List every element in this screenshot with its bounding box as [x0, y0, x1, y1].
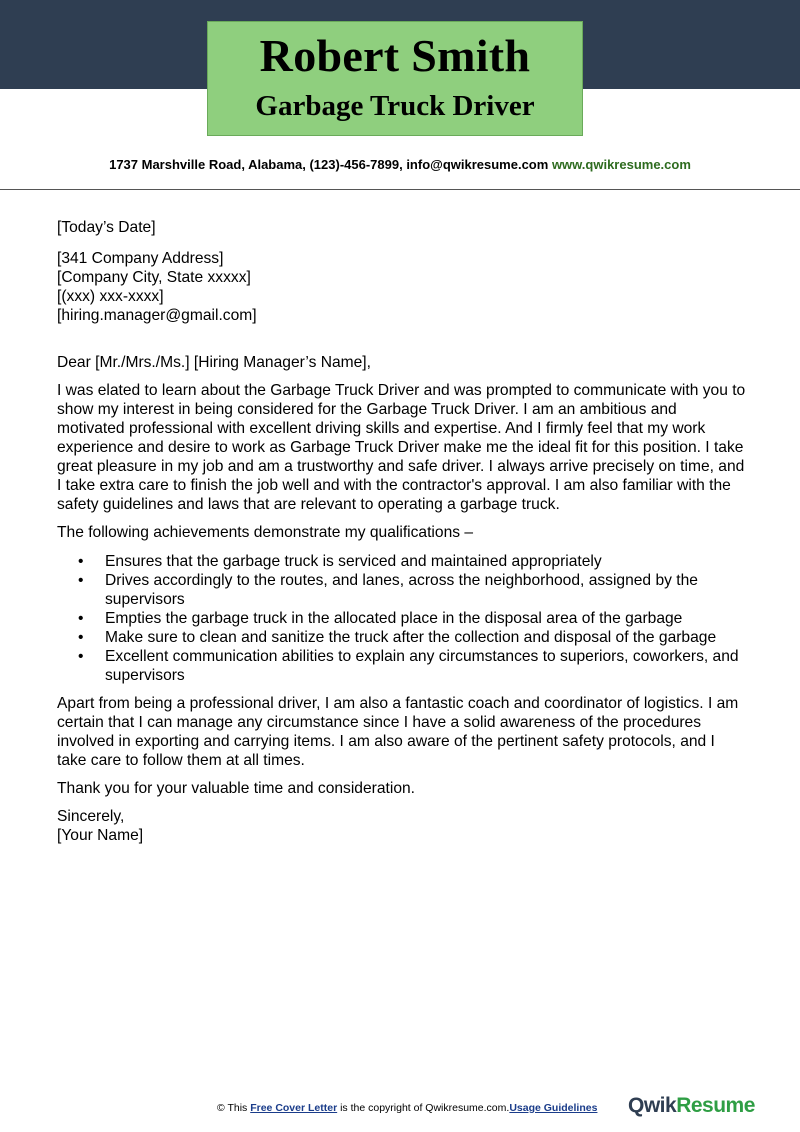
signoff: Sincerely, [57, 808, 125, 825]
closing-paragraph: Apart from being a professional driver, I am also a fantastic coach and coordinator of logistics. I am certain that I can manage any circumstance since I have a solid awareness of the procedures involved in exporting and carrying items. I am also aware of the pertinent safety protocols, and I take care to follow them at all times. [57, 695, 739, 769]
contact-details: 1737 Marshville Road, Alabama, (123)-456-7899, info@qwikresume.com [109, 157, 549, 172]
copyright-prefix: © This [217, 1102, 251, 1114]
contact-line [0, 157, 800, 173]
company-city-state: [Company City, State xxxxx] [57, 269, 251, 286]
company-phone: [(xxx) xxx-xxxx] [57, 288, 164, 305]
hiring-manager-email: [hiring.manager@gmail.com] [57, 307, 257, 324]
name-box [207, 21, 583, 136]
letter-body [57, 218, 747, 845]
free-cover-letter-link[interactable]: Free Cover Letter [250, 1102, 338, 1114]
copyright-middle: is the copyright of Qwikresume.com. [337, 1102, 510, 1114]
salutation: Dear [Mr./Mrs./Ms.] [Hiring Manager’s Name], [57, 354, 371, 371]
thanks-line: Thank you for your valuable time and consideration. [57, 780, 415, 797]
applicant-name: Robert Smith [259, 30, 531, 81]
job-title: Garbage Truck Driver [255, 90, 535, 122]
list-item: • Empties the garbage truck in the allocated place in the disposal area of the garbage [105, 609, 747, 628]
website-link[interactable]: www.qwikresume.com [551, 157, 691, 172]
usage-guidelines-link[interactable]: Usage Guidelines [509, 1102, 598, 1114]
company-address: [341 Company Address] [57, 250, 224, 267]
qwikresume-logo [628, 1094, 755, 1118]
achievements-list [57, 552, 747, 685]
list-item: • Excellent communication abilities to explain any circumstances to superiors, coworkers, and supervisors [105, 647, 747, 685]
header-divider [0, 189, 800, 190]
intro-paragraph: I was elated to learn about the Garbage Truck Driver and was prompted to communicate with you to show my interest in being considered for the Garbage Truck Driver. I am an ambitious and motivated professional with excellent driving skills and expertise. And I firmly feel that my work experience and desire to work as Garbage Truck Driver make me the ideal fit for this position. I take great pleasure in my job and am a trustworthy and safe driver. I always arrive precisely on time, and I take extra care to finish the job well and with the contractor's approval. I am also familiar with the safety guidelines and laws that are relevant to operating a garbage truck. [57, 382, 746, 513]
signature-name: [Your Name] [57, 827, 144, 844]
logo-qwik: Qwik [628, 1094, 677, 1117]
list-item: • Drives accordingly to the routes, and lanes, across the neighborhood, assigned by the supervisors [105, 571, 747, 609]
copyright-notice [217, 1101, 597, 1115]
logo-resume: Resume [676, 1094, 755, 1117]
achievements-lead: The following achievements demonstrate my qualifications – [57, 524, 474, 541]
list-item: • Make sure to clean and sanitize the truck after the collection and disposal of the garbage [105, 628, 747, 647]
date-line: [Today’s Date] [57, 219, 156, 236]
list-item: • Ensures that the garbage truck is serviced and maintained appropriately [105, 552, 747, 571]
